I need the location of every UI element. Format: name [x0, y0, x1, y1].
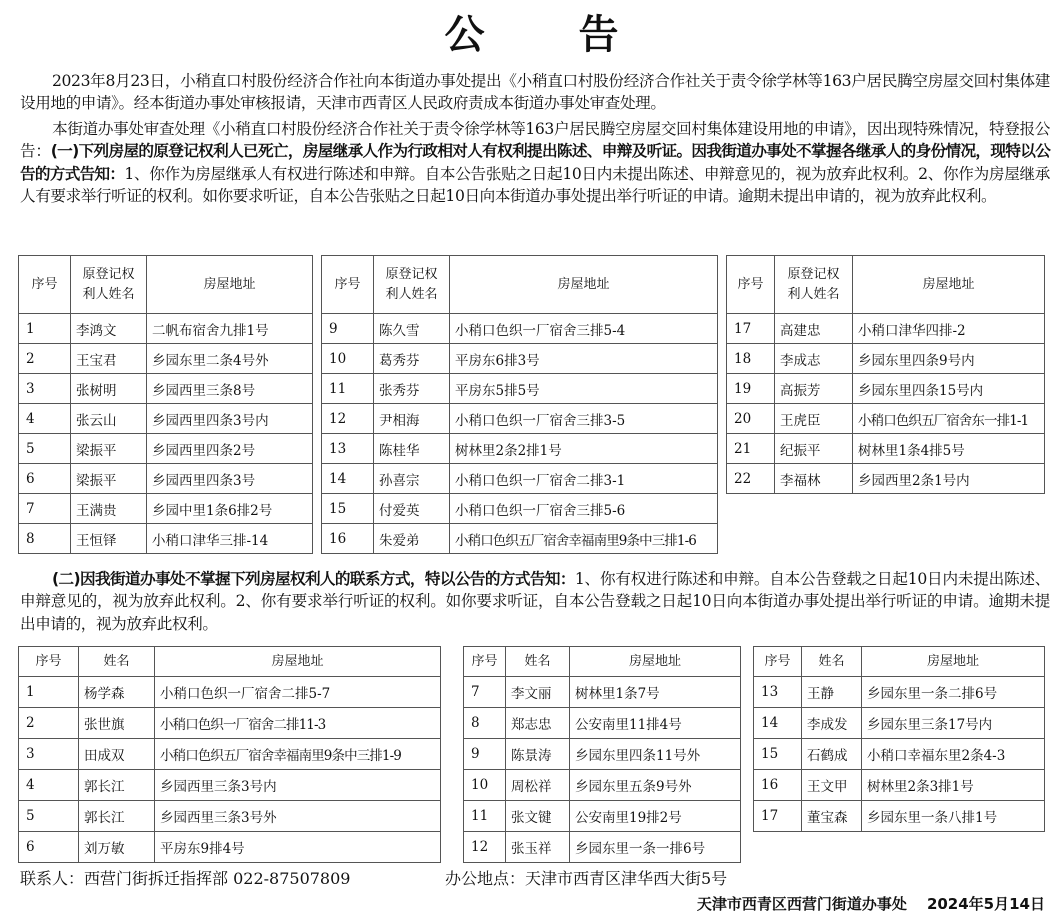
table-row: [727, 344, 1045, 374]
cell-address: 乡园东里四条15号内: [853, 374, 1045, 404]
table-row: [19, 801, 441, 832]
cell-index: 17: [754, 801, 802, 832]
cell-address: 乡园西里三条3号外: [155, 801, 441, 832]
cell-address: 乡园东里一条一排6号: [570, 832, 741, 863]
cell-index: 4: [19, 404, 71, 434]
cell-name: 董宝森: [802, 801, 862, 832]
cell-name: 高建忠: [775, 314, 853, 344]
cell-index: 1: [19, 314, 71, 344]
table-row: [464, 677, 741, 708]
cell-index: 17: [727, 314, 775, 344]
cell-index: 10: [464, 770, 506, 801]
cell-address: 小稍口色织一厂宿舍三排5-6: [450, 494, 718, 524]
cell-name: 孙喜宗: [374, 464, 450, 494]
cell-name: 张玉祥: [506, 832, 570, 863]
table-row: [19, 832, 441, 863]
table-row: [322, 494, 718, 524]
table-row: [727, 314, 1045, 344]
cell-name: 梁振平: [71, 464, 147, 494]
cell-address: 乡园东里一条二排6号: [862, 677, 1045, 708]
cell-address: 小稍口色织一厂宿舍二排11-3: [155, 708, 441, 739]
cell-index: 10: [322, 344, 374, 374]
table-row: [727, 464, 1045, 494]
cell-name: 王恒铎: [71, 524, 147, 554]
table-row: [19, 404, 313, 434]
table-body: [464, 677, 741, 863]
contact-line: 联系人：西营门街拆迁指挥部 022-87507809: [20, 869, 351, 888]
cell-address: 乡园西里四条3号: [147, 464, 313, 494]
table-row: [19, 314, 313, 344]
cell-name: 纪振平: [775, 434, 853, 464]
cell-address: 树林里1条7号: [570, 677, 741, 708]
table-deceased-owners-left: [18, 255, 313, 554]
col-index: 序号: [19, 647, 79, 677]
table-deceased-owners-middle: [321, 255, 718, 554]
cell-name: 张树明: [71, 374, 147, 404]
cell-index: 8: [19, 524, 71, 554]
cell-address: 树林里1条4排5号: [853, 434, 1045, 464]
cell-address: 乡园东里四条9号内: [853, 344, 1045, 374]
cell-index: 9: [464, 739, 506, 770]
col-owner-name: 原登记权利人姓名: [775, 256, 853, 314]
col-index: 序号: [322, 256, 374, 314]
paragraph-part-two: (二)因我街道办事处不掌握下列房屋权利人的联系方式，特以公告的方式告知：1、你有权进行陈述和申辩。自本公告登载之日起10日内未提出陈述、申辩意见的，视为放弃此权利。2、你有要求举行听证的权利。如你要求听证，自本公告登载之日起10日向本街道办事处提出举行听证的申请。逾期未提出申请的，视为放弃此权利。: [20, 570, 1050, 633]
cell-name: 王虎臣: [775, 404, 853, 434]
cell-name: 石鹤成: [802, 739, 862, 770]
cell-address: 乡园中里1条6排2号: [147, 494, 313, 524]
table-unreachable-owners-right: [753, 646, 1045, 832]
table-unreachable-owners-left: [18, 646, 441, 863]
cell-name: 李成志: [775, 344, 853, 374]
cell-index: 14: [322, 464, 374, 494]
col-name: 姓名: [506, 647, 570, 677]
cell-name: 李福林: [775, 464, 853, 494]
cell-name: 王文甲: [802, 770, 862, 801]
table-row: [19, 464, 313, 494]
cell-index: 16: [322, 524, 374, 554]
table-row: [754, 677, 1045, 708]
cell-index: 7: [19, 494, 71, 524]
col-address: 房屋地址: [862, 647, 1045, 677]
cell-index: 3: [19, 739, 79, 770]
table-row: [727, 404, 1045, 434]
cell-address: 小稍口色织五厂宿舍幸福南里9条中三排1-6: [450, 524, 718, 554]
cell-index: 11: [322, 374, 374, 404]
table-row: [19, 770, 441, 801]
cell-address: 乡园东里一条八排1号: [862, 801, 1045, 832]
cell-name: 王宝君: [71, 344, 147, 374]
cell-address: 小稍口津华三排-14: [147, 524, 313, 554]
col-address: 房屋地址: [155, 647, 441, 677]
table-row: [322, 464, 718, 494]
cell-address: 平房东5排5号: [450, 374, 718, 404]
cell-address: 树林里2条2排1号: [450, 434, 718, 464]
table-body: [322, 314, 718, 554]
cell-address: 小稍口色织五厂宿舍东一排1-1: [853, 404, 1045, 434]
cell-address: 小稍口色织五厂宿舍幸福南里9条中三排1-9: [155, 739, 441, 770]
signature-block: [677, 893, 1045, 915]
signature-org: 天津市西青区西营门街道办事处: [696, 895, 907, 913]
cell-index: 9: [322, 314, 374, 344]
cell-address: 小稍口幸福东里2条4-3: [862, 739, 1045, 770]
cell-address: 乡园东里三条17号内: [862, 708, 1045, 739]
table-row: [322, 524, 718, 554]
cell-address: 小稍口色织一厂宿舍三排3-5: [450, 404, 718, 434]
cell-index: 4: [19, 770, 79, 801]
table-row: [754, 770, 1045, 801]
cell-index: 6: [19, 832, 79, 863]
col-name: 姓名: [79, 647, 155, 677]
cell-name: 陈景涛: [506, 739, 570, 770]
col-index: 序号: [727, 256, 775, 314]
table-row: [19, 494, 313, 524]
col-owner-name: 原登记权利人姓名: [374, 256, 450, 314]
table-row: [322, 344, 718, 374]
table-row: [464, 770, 741, 801]
cell-name: 郭长江: [79, 801, 155, 832]
col-address: 房屋地址: [147, 256, 313, 314]
cell-index: 15: [754, 739, 802, 770]
notice-title: 公 告: [444, 12, 659, 58]
col-address: 房屋地址: [450, 256, 718, 314]
table-body: [754, 677, 1045, 832]
cell-name: 郭长江: [79, 770, 155, 801]
cell-address: 乡园东里四条11号外: [570, 739, 741, 770]
table-row: [464, 708, 741, 739]
cell-name: 张文键: [506, 801, 570, 832]
cell-address: 公安南里11排4号: [570, 708, 741, 739]
cell-name: 朱爱弟: [374, 524, 450, 554]
table-row: [464, 801, 741, 832]
cell-name: 尹相海: [374, 404, 450, 434]
cell-index: 15: [322, 494, 374, 524]
cell-name: 葛秀芬: [374, 344, 450, 374]
cell-name: 李鸿文: [71, 314, 147, 344]
cell-address: 乡园西里三条3号内: [155, 770, 441, 801]
cell-name: 张秀芬: [374, 374, 450, 404]
cell-index: 8: [464, 708, 506, 739]
table-row: [464, 832, 741, 863]
cell-index: 6: [19, 464, 71, 494]
table-row: [19, 739, 441, 770]
cell-name: 陈久雪: [374, 314, 450, 344]
cell-name: 田成双: [79, 739, 155, 770]
cell-name: 李文丽: [506, 677, 570, 708]
cell-index: 11: [464, 801, 506, 832]
table-row: [19, 708, 441, 739]
cell-address: 平房东9排4号: [155, 832, 441, 863]
cell-address: 小稍口色织一厂宿舍二排3-1: [450, 464, 718, 494]
table-row: [19, 434, 313, 464]
cell-name: 高振芳: [775, 374, 853, 404]
cell-address: 树林里2条3排1号: [862, 770, 1045, 801]
cell-name: 张云山: [71, 404, 147, 434]
cell-name: 付爱英: [374, 494, 450, 524]
cell-index: 16: [754, 770, 802, 801]
table-row: [322, 374, 718, 404]
table-body: [19, 314, 313, 554]
cell-address: 平房东6排3号: [450, 344, 718, 374]
paragraph-part-one: 本街道办事处审查处理《小稍直口村股份经济合作社关于责令徐学林等163户居民腾空房屋交回村集体建设用地的申请》，因出现特殊情况，特登报公告：(一)下列房屋的原登记权利人已死亡，房屋继承人作为行政相对人有权利提出陈述、申辩及听证。因我街道办事处不掌握各继承人的身份情况，现特以公告的方式告知：1、你作为房屋继承人有权进行陈述和申辩。自本公告张贴之日起10日内未提出陈述、申辩意见的，视为放弃此权利。2、你作为房屋继承人有要求举行听证的权利。如你要求听证，自本公告张贴之日起10日向本街道办事处提出举行听证的申请。逾期未提出申请的，视为放弃此权利。: [20, 120, 1051, 205]
table-deceased-owners-right: [726, 255, 1045, 494]
table-row: [19, 374, 313, 404]
cell-index: 20: [727, 404, 775, 434]
cell-index: 12: [464, 832, 506, 863]
cell-name: 李成发: [802, 708, 862, 739]
col-index: 序号: [754, 647, 802, 677]
table-row: [19, 344, 313, 374]
cell-name: 王静: [802, 677, 862, 708]
cell-index: 14: [754, 708, 802, 739]
table-body: [727, 314, 1045, 494]
table-row: [754, 708, 1045, 739]
cell-address: 小稍口色织一厂宿舍三排5-4: [450, 314, 718, 344]
paragraph-intro: 2023年8月23日，小稍直口村股份经济合作社向本街道办事处提出《小稍直口村股份经济合作社关于责令徐学林等163户居民腾空房屋交回村集体建设用地的申请》。经本街道办事处审核报请，天津市西青区人民政府责成本街道办事处审查处理。: [20, 72, 1050, 113]
cell-name: 梁振平: [71, 434, 147, 464]
col-index: 序号: [19, 256, 71, 314]
cell-index: 7: [464, 677, 506, 708]
cell-address: 乡园东里五条9号外: [570, 770, 741, 801]
cell-name: 陈桂华: [374, 434, 450, 464]
cell-address: 乡园西里2条1号内: [853, 464, 1045, 494]
table-row: [754, 739, 1045, 770]
cell-index: 1: [19, 677, 79, 708]
cell-index: 13: [322, 434, 374, 464]
cell-address: 乡园西里四条2号: [147, 434, 313, 464]
col-index: 序号: [464, 647, 506, 677]
notice-date: 2024年5月14日: [926, 895, 1045, 913]
table-row: [19, 524, 313, 554]
cell-index: 5: [19, 434, 71, 464]
cell-address: 二帆布宿舍九排1号: [147, 314, 313, 344]
table-row: [754, 801, 1045, 832]
cell-address: 乡园西里四条3号内: [147, 404, 313, 434]
table-row: [322, 434, 718, 464]
cell-index: 19: [727, 374, 775, 404]
cell-address: 小稍口色织一厂宿舍二排5-7: [155, 677, 441, 708]
cell-index: 18: [727, 344, 775, 374]
cell-name: 刘万敏: [79, 832, 155, 863]
table-row: [19, 677, 441, 708]
cell-index: 5: [19, 801, 79, 832]
col-owner-name: 原登记权利人姓名: [71, 256, 147, 314]
cell-address: 乡园西里三条8号: [147, 374, 313, 404]
cell-index: 12: [322, 404, 374, 434]
table-row: [322, 314, 718, 344]
table-row: [322, 404, 718, 434]
cell-index: 22: [727, 464, 775, 494]
cell-index: 13: [754, 677, 802, 708]
cell-name: 王满贵: [71, 494, 147, 524]
table-row: [727, 374, 1045, 404]
cell-name: 张世旗: [79, 708, 155, 739]
cell-index: 2: [19, 344, 71, 374]
table-body: [19, 677, 441, 863]
cell-index: 21: [727, 434, 775, 464]
cell-address: 公安南里19排2号: [570, 801, 741, 832]
col-address: 房屋地址: [570, 647, 741, 677]
cell-name: 周松祥: [506, 770, 570, 801]
table-unreachable-owners-middle: [463, 646, 741, 863]
office-address: 办公地点：天津市西青区津华西大街5号: [445, 869, 728, 888]
col-address: 房屋地址: [853, 256, 1045, 314]
cell-address: 小稍口津华四排-2: [853, 314, 1045, 344]
cell-index: 2: [19, 708, 79, 739]
table-row: [464, 739, 741, 770]
cell-index: 3: [19, 374, 71, 404]
cell-name: 杨学森: [79, 677, 155, 708]
col-name: 姓名: [802, 647, 862, 677]
cell-name: 郑志忠: [506, 708, 570, 739]
cell-address: 乡园东里二条4号外: [147, 344, 313, 374]
table-row: [727, 434, 1045, 464]
